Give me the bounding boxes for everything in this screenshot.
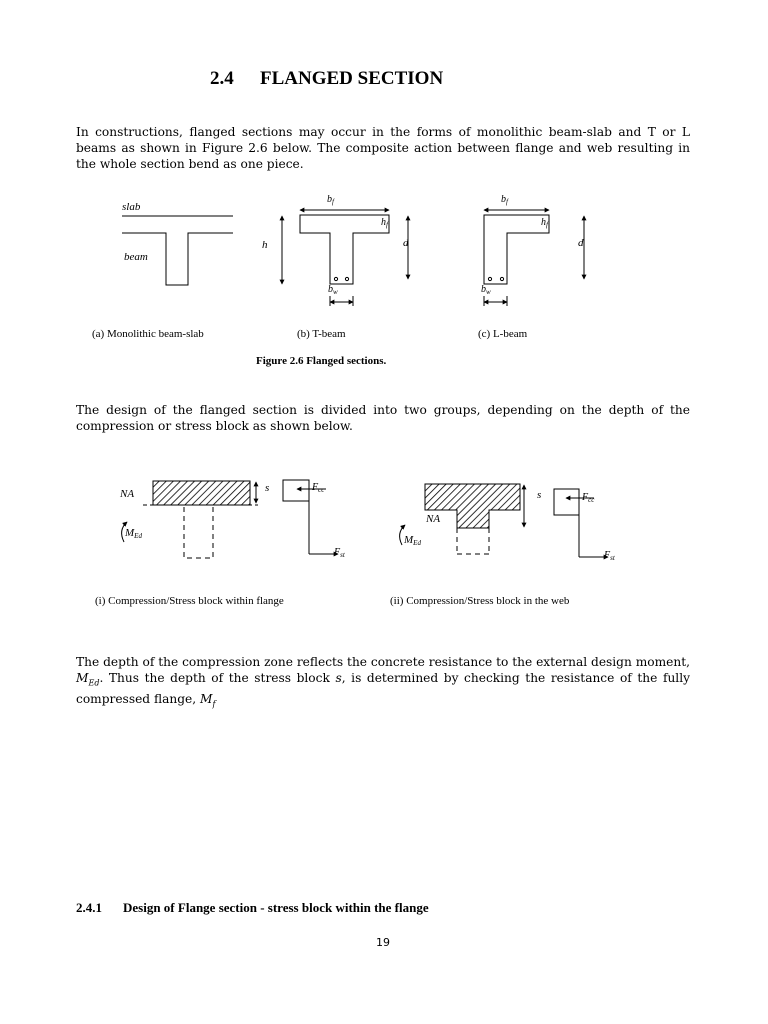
t-beam-h-label: h: [262, 239, 268, 251]
l-beam-drawing: [481, 194, 584, 306]
case1-fst-label: $F_{st}$: [334, 547, 345, 559]
case1-med-label: MEd: [125, 527, 142, 540]
case2-med-label: MEd: [404, 534, 421, 547]
monolithic-beam-slab-drawing: [122, 201, 233, 285]
case2-fcc-label: $F_{cc}$: [582, 492, 595, 504]
intro-paragraph: In constructions, flanged sections may occur in the forms of monolithic beam-slab and T or L beams as shown in Figure 2.6 below. The composite action between flange and web resulting in the whole section bend as one piece.: [76, 125, 690, 171]
beam-label: beam: [124, 251, 148, 263]
l-beam-bf-label: $b_f$: [501, 194, 508, 206]
t-beam-d-label: d: [403, 237, 409, 249]
t-beam-drawing: [262, 194, 409, 306]
caption-case-web: (ii) Compression/Stress block in the web: [390, 595, 570, 607]
case2-s-label: s: [537, 489, 542, 501]
compression-depth-paragraph: The depth of the compression zone reflects the concrete resistance to the external design moment, $M_{Ed}$. Thus the depth of the stress block s, is determined by checking the resistance of the fully compressed flange, $M_f$: [76, 655, 690, 709]
section-number: 2.4: [210, 68, 234, 89]
subsection-heading: [76, 900, 429, 916]
figure-stress-blocks: [0, 470, 768, 610]
case2-na-label: NA: [426, 513, 441, 525]
t-beam-bf-label: $b_f$: [327, 194, 334, 206]
section-heading: [210, 68, 443, 90]
case-flange-drawing: [119, 480, 346, 559]
design-groups-paragraph: The design of the flanged section is divided into two groups, depending on the depth of the compression or stress block as shown below.: [76, 403, 690, 433]
caption-l-beam: (c) L-beam: [478, 328, 528, 340]
section-title: FLANGED SECTION: [260, 68, 444, 89]
l-beam-d-label: d: [578, 237, 584, 249]
subsection-title: Design of Flange section - stress block within the flange: [123, 900, 429, 915]
t-beam-hf-label: $h_f$: [381, 217, 388, 229]
case-web-drawing: [400, 484, 616, 562]
case1-na-label: NA: [120, 488, 135, 500]
l-beam-hf-label: $h_f$: [541, 217, 548, 229]
figure-caption: Figure 2.6 Flanged sections.: [256, 355, 387, 367]
slab-label: slab: [122, 201, 141, 213]
subsection-number: 2.4.1: [76, 900, 102, 915]
t-beam-bw-label: $b_w$: [328, 284, 338, 296]
caption-t-beam: (b) T-beam: [297, 328, 346, 340]
case2-fst-label: $F_{st}$: [604, 550, 615, 562]
mf-symbol: $M_f$: [199, 692, 216, 709]
l-beam-bw-label: $b_w$: [481, 284, 491, 296]
case1-fcc-label: $F_{cc}$: [312, 482, 325, 494]
med-symbol: $M_{Ed}$: [76, 671, 100, 688]
case1-s-label: s: [265, 482, 270, 494]
caption-monolithic: (a) Monolithic beam-slab: [92, 328, 204, 340]
caption-case-flange: (i) Compression/Stress block within flange: [95, 595, 284, 607]
figure-flanged-sections: [0, 185, 768, 375]
page-number: 19: [376, 936, 390, 949]
